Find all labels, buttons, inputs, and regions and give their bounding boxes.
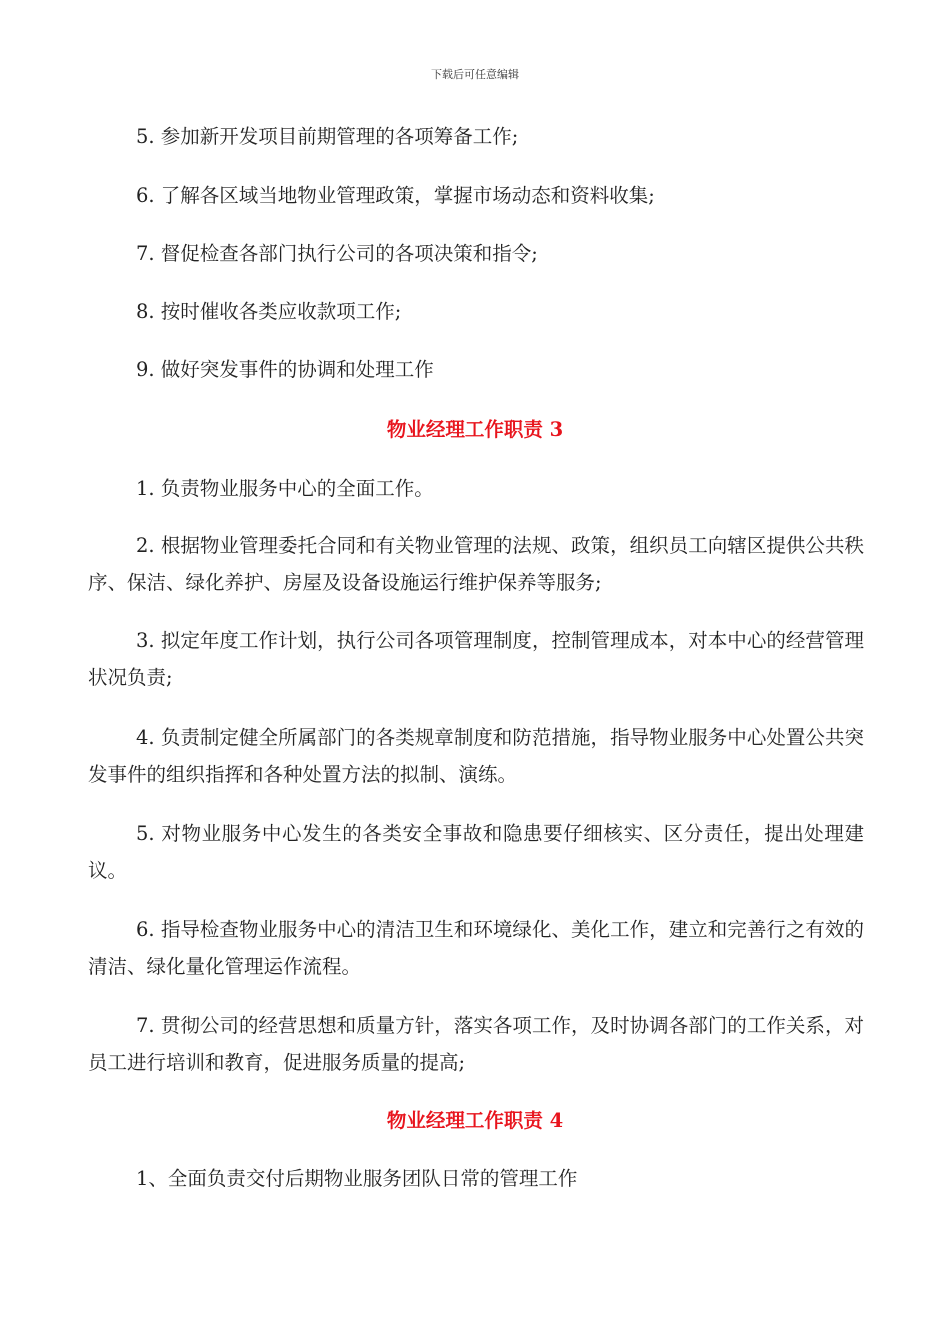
list-item: 5. 参加新开发项目前期管理的各项筹备工作; [136,125,519,148]
section-3-title: 物业经理工作职责 3 [386,418,564,441]
list-item: 9. 做好突发事件的协调和处理工作 [136,358,434,381]
list-item: 5. 对物业服务中心发生的各类安全事故和隐患要仔细核实、区分责任，提出处理建议。 [88,822,864,882]
list-item: 1、全面负责交付后期物业服务团队日常的管理工作 [136,1167,578,1190]
list-item: 7. 贯彻公司的经营思想和质量方针，落实各项工作，及时协调各部门的工作关系，对员工进行培训和教育，促进服务质量的提高; [88,1014,864,1074]
list-item: 4. 负责制定健全所属部门的各类规章制度和防范措施，指导物业服务中心处置公共突发事件的组织指挥和各种处置方法的拟制、演练。 [88,726,864,786]
page-header-note: 下载后可任意编辑 [431,68,519,81]
list-item: 2. 根据物业管理委托合同和有关物业管理的法规、政策，组织员工向辖区提供公共秩序、保洁、绿化养护、房屋及设备设施运行维护保养等服务; [88,534,864,594]
list-item: 6. 指导检查物业服务中心的清洁卫生和环境绿化、美化工作，建立和完善行之有效的清洁、绿化量化管理运作流程。 [88,918,864,978]
list-item: 7. 督促检查各部门执行公司的各项决策和指令; [136,242,538,265]
list-item: 3. 拟定年度工作计划，执行公司各项管理制度，控制管理成本，对本中心的经营管理状况负责; [88,629,864,689]
list-item: 1. 负责物业服务中心的全面工作。 [136,477,434,500]
list-item: 8. 按时催收各类应收款项工作; [136,300,402,323]
list-item: 6. 了解各区域当地物业管理政策，掌握市场动态和资料收集; [136,184,655,207]
section-4-title: 物业经理工作职责 4 [386,1109,564,1132]
